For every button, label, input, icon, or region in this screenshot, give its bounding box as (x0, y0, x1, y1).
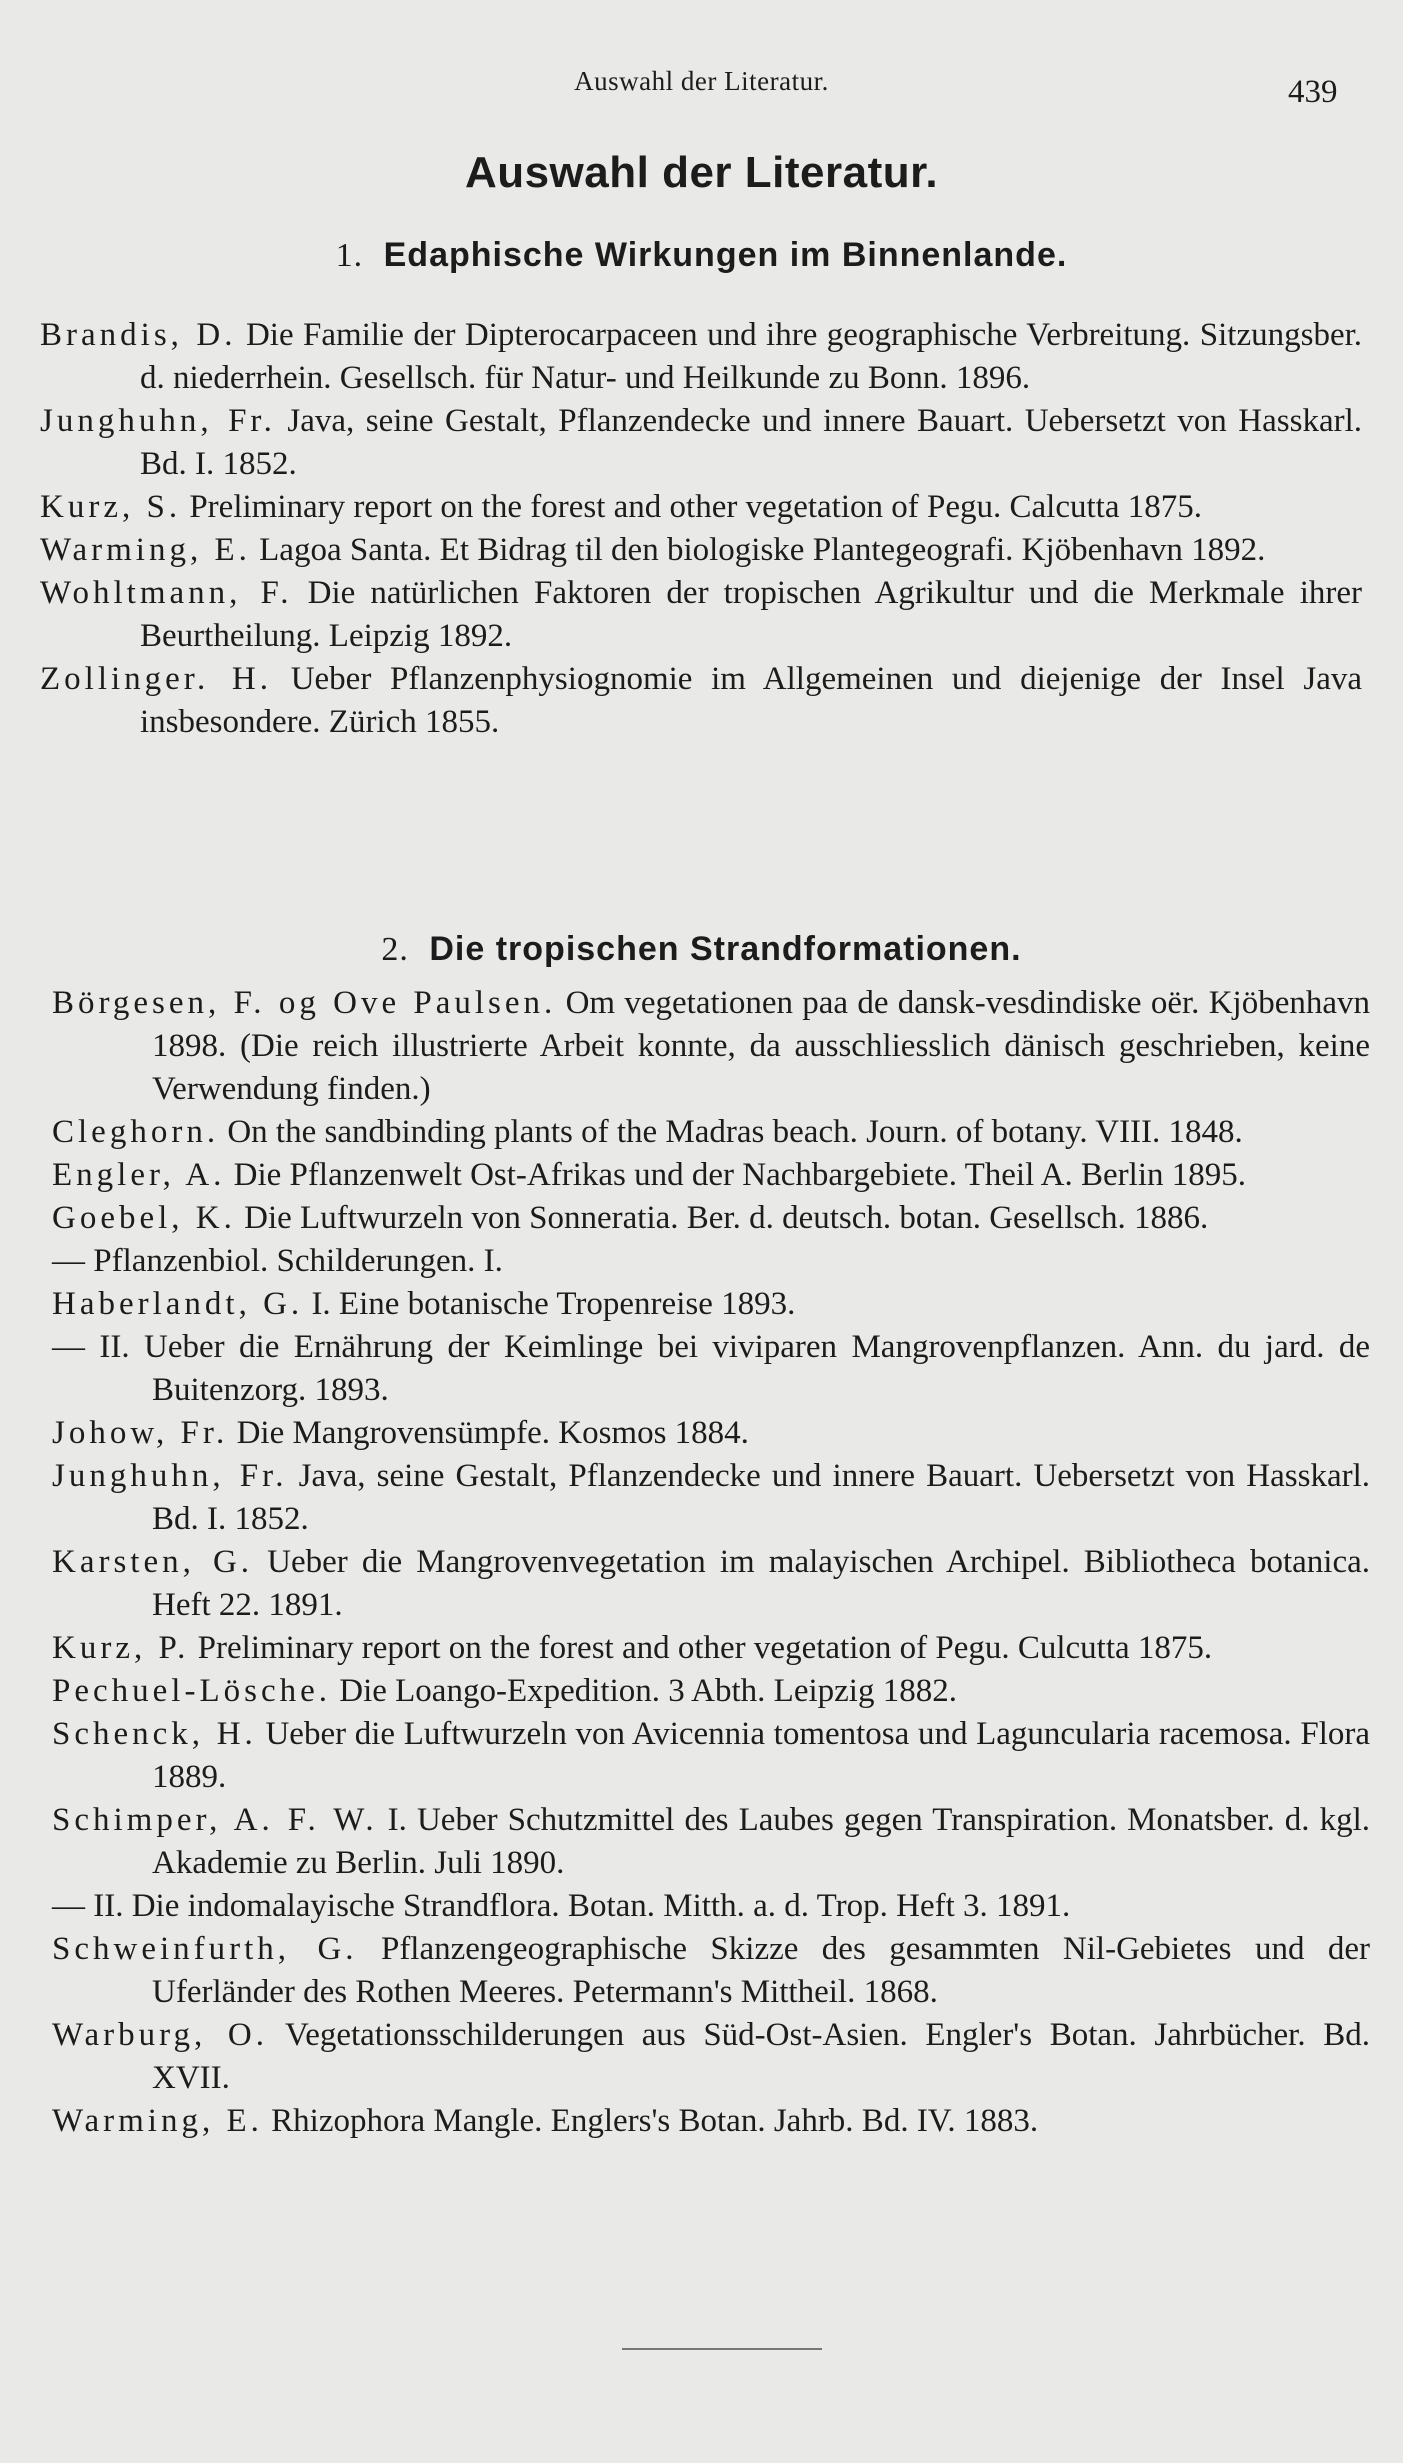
reference-text: Die Pflanzenwelt Ost-Afrikas und der Nachbargebiete. Theil A. Berlin 1895. (233, 1157, 1246, 1193)
reference-text: Vegetationsschilderungen aus Süd-Ost-Asien. Engler's Botan. Jahrbücher. Bd. XVII. (152, 2017, 1370, 2096)
reference-author: Junghuhn, Fr. (52, 1458, 288, 1494)
reference-text: Ueber Pflanzenphysiognomie im Allgemeinen und diejenige der Insel Java insbesondere. Zürich 1855. (140, 661, 1363, 740)
reference-author: Kurz, S. (40, 489, 182, 525)
reference-entry (52, 1111, 1370, 1154)
reference-text: Java, seine Gestalt, Pflanzendecke und innere Bauart. Uebersetzt von Hasskarl. Bd. I. 1852. (152, 1458, 1371, 1537)
reference-text: Java, seine Gestalt, Pflanzendecke und innere Bauart. Uebersetzt von Hasskarl. Bd. I. 1852. (140, 403, 1363, 482)
reference-author: Haberlandt, G. (52, 1286, 304, 1322)
reference-author: Engler, A. (52, 1157, 226, 1193)
reference-author: Warburg, O. (52, 2017, 268, 2053)
reference-entry (52, 1799, 1370, 1885)
reference-entry (52, 1283, 1370, 1326)
reference-author: Goebel, K. (52, 1200, 236, 1236)
reference-entry (40, 314, 1362, 400)
reference-list-1 (40, 314, 1362, 744)
reference-text: Lagoa Santa. Et Bidrag til den biologiske Plantegeografi. Kjöbenhavn 1892. (259, 532, 1266, 568)
reference-entry (52, 1541, 1370, 1627)
reference-entry (52, 1412, 1370, 1455)
reference-text: Pflanzenbiol. Schilderungen. I. (93, 1243, 503, 1279)
reference-text: Preliminary report on the forest and other vegetation of Pegu. Culcutta 1875. (197, 1630, 1213, 1666)
reference-entry (52, 1240, 1370, 1283)
reference-entry (52, 2100, 1370, 2143)
reference-entry (52, 1885, 1370, 1928)
reference-author: Schenck, H. (52, 1716, 257, 1752)
reference-author: Wohltmann, F. (40, 575, 293, 611)
reference-text: II. Ueber die Ernährung der Keimlinge bei viviparen Mangrovenpflanzen. Ann. du jard. de Buitenzorg. 1893. (99, 1329, 1371, 1408)
page-number: 439 (1288, 74, 1338, 110)
reference-entry (40, 400, 1362, 486)
reference-entry (52, 1928, 1370, 2014)
reference-entry (40, 529, 1362, 572)
end-rule (622, 2348, 822, 2350)
reference-list-2 (52, 982, 1370, 2143)
reference-author: Karsten, G. (52, 1544, 254, 1580)
reference-entry (52, 1713, 1370, 1799)
page-title: Auswahl der Literatur. (464, 148, 939, 197)
reference-entry (52, 2014, 1370, 2100)
reference-author: — (52, 1329, 85, 1365)
reference-entry (52, 1154, 1370, 1197)
reference-author: Schimper, A. F. W. (52, 1802, 378, 1838)
reference-text: I. Ueber Schutzmittel des Laubes gegen Transpiration. Monatsber. d. kgl. Akademie zu Berlin. Juli 1890. (152, 1802, 1370, 1881)
reference-text: Rhizophora Mangle. Englers's Botan. Jahrb. Bd. IV. 1883. (271, 2103, 1039, 2139)
running-head: Auswahl der Literatur. (574, 66, 829, 96)
reference-entry (52, 1326, 1370, 1412)
reference-author: Warming, E. (40, 532, 251, 568)
reference-author: Johow, Fr. (52, 1415, 229, 1451)
reference-entry (40, 658, 1362, 744)
reference-entry (40, 486, 1362, 529)
section-title: Die tropischen Strandformationen. (429, 930, 1022, 968)
reference-author: Warming, E. (52, 2103, 263, 2139)
section-heading-1 (0, 236, 1403, 275)
reference-author: — (52, 1888, 85, 1924)
reference-text: I. Eine botanische Tropenreise 1893. (311, 1286, 796, 1322)
reference-author: Pechuel-Lösche. (52, 1673, 331, 1709)
reference-entry (52, 1455, 1370, 1541)
reference-text: II. Die indomalayische Strandflora. Botan. Mitth. a. d. Trop. Heft 3. 1891. (93, 1888, 1071, 1924)
reference-text: Die natürlichen Faktoren der tropischen Agrikultur und die Merkmale ihrer Beurtheilung. Leipzig 1892. (140, 575, 1363, 654)
reference-entry (52, 1197, 1370, 1240)
reference-author: Cleghorn. (52, 1114, 220, 1150)
section-heading-2 (0, 930, 1403, 969)
reference-text: Die Mangrovensümpfe. Kosmos 1884. (236, 1415, 749, 1451)
reference-author: Schweinfurth, G. (52, 1931, 358, 1967)
reference-entry (40, 572, 1362, 658)
reference-author: Junghuhn, Fr. (40, 403, 276, 439)
reference-entry (52, 1670, 1370, 1713)
reference-text: Die Luftwurzeln von Sonneratia. Ber. d. deutsch. botan. Gesellsch. 1886. (244, 1200, 1209, 1236)
section-title: Edaphische Wirkungen im Binnenlande. (383, 236, 1068, 274)
reference-author: Brandis, D. (40, 317, 237, 353)
reference-author: — (52, 1243, 85, 1279)
section-number: 1. (335, 237, 364, 274)
reference-entry (52, 1627, 1370, 1670)
reference-text: Die Familie der Dipterocarpaceen und ihre geographische Verbreitung. Sitzungsber. d. niederrhein. Gesellsch. für Natur- und Heilkunde zu Bonn. 1896. (140, 317, 1363, 396)
reference-author: Börgesen, F. og Ove Paulsen. (52, 985, 557, 1021)
reference-text: Preliminary report on the forest and other vegetation of Pegu. Calcutta 1875. (189, 489, 1202, 525)
reference-author: Zollinger. H. (40, 661, 272, 697)
section-number: 2. (381, 931, 409, 968)
reference-text: Ueber die Mangrovenvegetation im malayischen Archipel. Bibliotheca botanica. Heft 22. 1891. (152, 1544, 1371, 1623)
reference-text: Pflanzengeographische Skizze des gesammten Nil-Gebietes und der Uferländer des Rothen Meeres. Petermann's Mittheil. 1868. (152, 1931, 1370, 2010)
reference-text: Om vegetationen paa de dansk-vesdindiske oër. Kjöbenhavn 1898. (Die reich illustrierte Arbeit konnte, da ausschliesslich dänisch geschrieben, keine Verwendung finden.) (152, 985, 1371, 1107)
reference-author: Kurz, P. (52, 1630, 190, 1666)
reference-text: Ueber die Luftwurzeln von Avicennia tomentosa und Laguncularia racemosa. Flora 1889. (152, 1716, 1371, 1795)
reference-text: On the sandbinding plants of the Madras beach. Journ. of botany. VIII. 1848. (227, 1114, 1243, 1150)
reference-entry (52, 982, 1370, 1111)
reference-text: Die Loango-Expedition. 3 Abth. Leipzig 1882. (339, 1673, 957, 1709)
